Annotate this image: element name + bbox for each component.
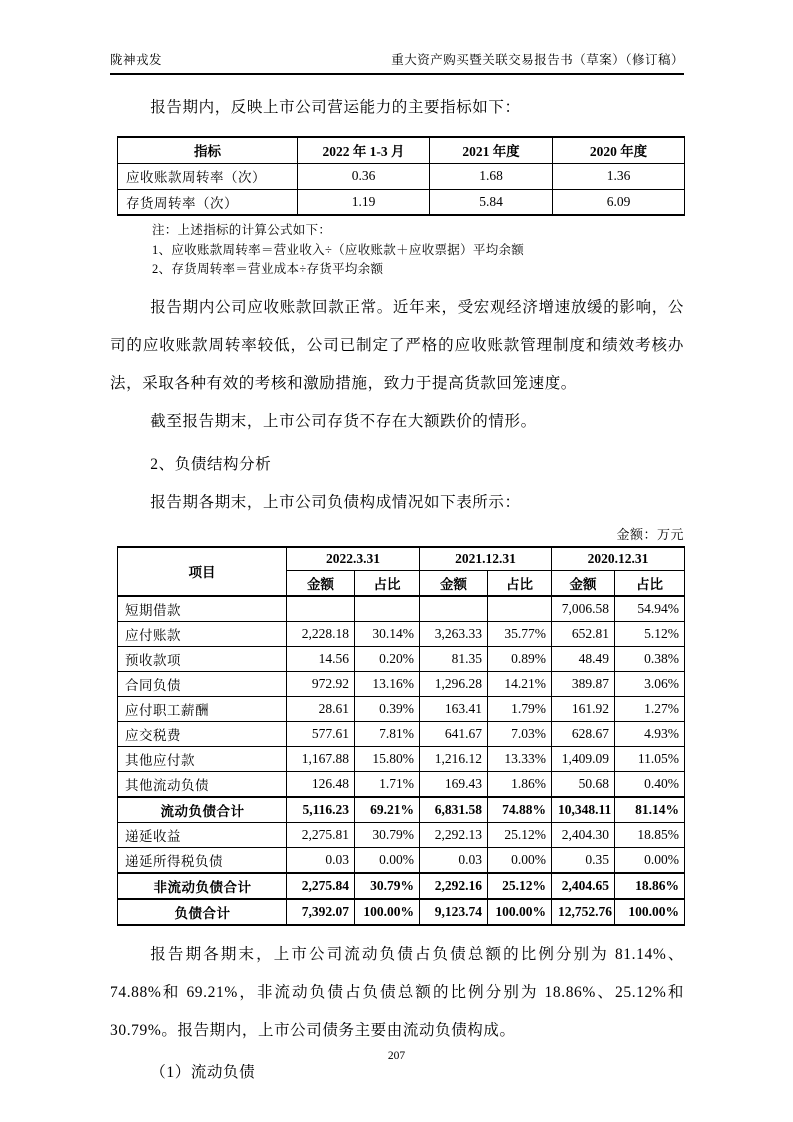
row-value bbox=[420, 596, 488, 622]
row-value: 0.00% bbox=[615, 848, 685, 874]
row-value: 1.79% bbox=[488, 697, 552, 722]
table-total-row bbox=[118, 797, 685, 823]
row-value: 15.80% bbox=[355, 747, 420, 772]
row-value: 74.88% bbox=[488, 797, 552, 823]
page-number: 207 bbox=[387, 1050, 406, 1062]
row-value: 35.77% bbox=[488, 622, 552, 647]
row-value: 2,404.65 bbox=[552, 873, 615, 899]
row-value: 628.67 bbox=[552, 722, 615, 747]
liability-table-period-row bbox=[118, 547, 685, 571]
header-report-title: 重大资产购买暨关联交易报告书（草案）（修订稿） bbox=[391, 53, 684, 67]
row-value: 0.03 bbox=[420, 848, 488, 874]
row-value: 54.94% bbox=[615, 596, 685, 622]
row-label: 应交税费 bbox=[118, 722, 287, 747]
period-header: 2021.12.31 bbox=[420, 547, 552, 571]
row-label: 其他流动负债 bbox=[118, 772, 287, 798]
row-label: 递延收益 bbox=[118, 823, 287, 848]
row-label: 负债合计 bbox=[118, 899, 287, 925]
liability-table-body bbox=[118, 596, 685, 925]
row-value: 1.36 bbox=[553, 163, 685, 189]
table-row bbox=[118, 622, 685, 647]
table-notes bbox=[152, 221, 684, 280]
column-header: 2022 年 1-3 月 bbox=[298, 137, 430, 163]
row-value: 6.09 bbox=[553, 189, 685, 215]
row-label: 存货周转率（次） bbox=[118, 189, 298, 215]
row-value: 28.61 bbox=[287, 697, 355, 722]
row-label: 其他应付款 bbox=[118, 747, 287, 772]
column-header: 2021 年度 bbox=[430, 137, 553, 163]
row-label: 应收账款周转率（次） bbox=[118, 163, 298, 189]
row-value bbox=[287, 596, 355, 622]
table-row bbox=[118, 823, 685, 848]
paragraph-debt-intro: 报告期各期末，上市公司负债构成情况如下表所示： bbox=[150, 493, 521, 511]
row-value: 163.41 bbox=[420, 697, 488, 722]
row-value: 2,275.84 bbox=[287, 873, 355, 899]
subsection-heading-current-liabilities: （1）流动负债 bbox=[150, 1064, 256, 1081]
row-value: 100.00% bbox=[488, 899, 552, 925]
row-value: 2,228.18 bbox=[287, 622, 355, 647]
table-row bbox=[118, 772, 685, 798]
intro-paragraph: 报告期内，反映上市公司营运能力的主要指标如下： bbox=[150, 99, 521, 116]
row-value: 6,831.58 bbox=[420, 797, 488, 823]
period-header: 2020.12.31 bbox=[552, 547, 685, 571]
table-row bbox=[118, 747, 685, 772]
row-value: 13.33% bbox=[488, 747, 552, 772]
row-value: 2,292.13 bbox=[420, 823, 488, 848]
row-value bbox=[488, 596, 552, 622]
row-value: 14.21% bbox=[488, 672, 552, 697]
table-header-row bbox=[118, 137, 685, 163]
row-label: 预收款项 bbox=[118, 647, 287, 672]
row-value: 4.93% bbox=[615, 722, 685, 747]
row-value: 81.14% bbox=[615, 797, 685, 823]
paragraph-inventory: 截至报告期末，上市公司存货不存在大额跌价的情形。 bbox=[150, 412, 537, 430]
table-row bbox=[118, 848, 685, 874]
table-row bbox=[118, 722, 685, 747]
running-header bbox=[110, 50, 684, 75]
row-label: 短期借款 bbox=[118, 596, 287, 622]
row-value: 972.92 bbox=[287, 672, 355, 697]
row-value: 14.56 bbox=[287, 647, 355, 672]
row-value: 0.38% bbox=[615, 647, 685, 672]
row-value: 5,116.23 bbox=[287, 797, 355, 823]
row-value: 0.89% bbox=[488, 647, 552, 672]
row-value: 7.03% bbox=[488, 722, 552, 747]
row-value: 1,296.28 bbox=[420, 672, 488, 697]
row-value: 0.35 bbox=[552, 848, 615, 874]
row-value: 577.61 bbox=[287, 722, 355, 747]
row-value: 12,752.76 bbox=[552, 899, 615, 925]
row-value: 3,263.33 bbox=[420, 622, 488, 647]
row-value: 9,123.74 bbox=[420, 899, 488, 925]
header-company-name: 陇神戎发 bbox=[110, 53, 163, 67]
sub-header-amount: 金额 bbox=[287, 571, 355, 597]
note-line: 2、存货周转率＝营业成本÷存货平均余额 bbox=[152, 262, 384, 276]
column-header: 指标 bbox=[118, 137, 298, 163]
row-value: 5.12% bbox=[615, 622, 685, 647]
table-row bbox=[118, 163, 685, 189]
note-line: 1、应收账款周转率＝营业收入÷（应收账款＋应收票据）平均余额 bbox=[152, 242, 525, 257]
row-value: 0.03 bbox=[287, 848, 355, 874]
row-value: 169.43 bbox=[420, 772, 488, 798]
column-header: 2020 年度 bbox=[553, 137, 685, 163]
section-heading-debt-structure: 2、负债结构分析 bbox=[150, 455, 272, 473]
paragraph-receivables: 报告期内公司应收账款回款正常。近年来，受宏观经济增速放缓的影响，公司的应收账款周转率较低，公司已制定了严格的应收账款管理制度和绩效考核办法，采取各种有效的考核和激励措施，致力于提高货款回笼速度。 bbox=[110, 298, 684, 392]
row-value: 1.19 bbox=[298, 189, 430, 215]
row-value: 0.20% bbox=[355, 647, 420, 672]
row-value bbox=[355, 596, 420, 622]
table-row bbox=[118, 672, 685, 697]
row-value: 30.79% bbox=[355, 823, 420, 848]
row-value: 81.35 bbox=[420, 647, 488, 672]
row-value: 7,392.07 bbox=[287, 899, 355, 925]
row-label: 应付账款 bbox=[118, 622, 287, 647]
sub-header-ratio: 占比 bbox=[615, 571, 685, 597]
row-value: 161.92 bbox=[552, 697, 615, 722]
row-value: 389.87 bbox=[552, 672, 615, 697]
row-value: 0.39% bbox=[355, 697, 420, 722]
row-label: 合同负债 bbox=[118, 672, 287, 697]
row-value: 1,216.12 bbox=[420, 747, 488, 772]
row-value: 25.12% bbox=[488, 873, 552, 899]
row-value: 48.49 bbox=[552, 647, 615, 672]
paragraph-debt-ratio: 报告期各期末，上市公司流动负债占负债总额的比例分别为 81.14%、74.88%和 69.21%，非流动负债占负债总额的比例分别为 18.86%、25.12%和 30.79%。报告期内，上市公司债务主要由流动负债构成。 bbox=[110, 946, 684, 1039]
row-value: 2,292.16 bbox=[420, 873, 488, 899]
row-value: 100.00% bbox=[355, 899, 420, 925]
row-value: 5.84 bbox=[430, 189, 553, 215]
row-value: 126.48 bbox=[287, 772, 355, 798]
row-value: 50.68 bbox=[552, 772, 615, 798]
sub-header-ratio: 占比 bbox=[355, 571, 420, 597]
row-value: 10,348.11 bbox=[552, 797, 615, 823]
table-row bbox=[118, 189, 685, 215]
row-value: 11.05% bbox=[615, 747, 685, 772]
sub-header-ratio: 占比 bbox=[488, 571, 552, 597]
row-value: 1.71% bbox=[355, 772, 420, 798]
unit-label: 金额：万元 bbox=[616, 526, 684, 542]
row-value: 2,404.30 bbox=[552, 823, 615, 848]
table-row bbox=[118, 697, 685, 722]
row-value: 0.00% bbox=[488, 848, 552, 874]
row-value: 652.81 bbox=[552, 622, 615, 647]
row-label: 非流动负债合计 bbox=[118, 873, 287, 899]
column-header-item: 项目 bbox=[118, 547, 287, 597]
row-value: 13.16% bbox=[355, 672, 420, 697]
row-value: 0.36 bbox=[298, 163, 430, 189]
liability-table bbox=[117, 546, 685, 927]
row-label: 流动负债合计 bbox=[118, 797, 287, 823]
table-row bbox=[118, 596, 685, 622]
table-total-row bbox=[118, 899, 685, 925]
row-value: 1.27% bbox=[615, 697, 685, 722]
operating-capacity-table bbox=[117, 136, 685, 216]
row-value: 641.67 bbox=[420, 722, 488, 747]
note-line: 注：上述指标的计算公式如下： bbox=[152, 223, 332, 237]
row-value: 25.12% bbox=[488, 823, 552, 848]
row-label: 递延所得税负债 bbox=[118, 848, 287, 874]
row-value: 2,275.81 bbox=[287, 823, 355, 848]
row-value: 1,167.88 bbox=[287, 747, 355, 772]
row-value: 0.40% bbox=[615, 772, 685, 798]
row-value: 30.14% bbox=[355, 622, 420, 647]
table-total-row bbox=[118, 873, 685, 899]
row-value: 69.21% bbox=[355, 797, 420, 823]
row-value: 18.85% bbox=[615, 823, 685, 848]
row-value: 7,006.58 bbox=[552, 596, 615, 622]
row-value: 7.81% bbox=[355, 722, 420, 747]
period-header: 2022.3.31 bbox=[287, 547, 420, 571]
row-value: 1,409.09 bbox=[552, 747, 615, 772]
row-value: 18.86% bbox=[615, 873, 685, 899]
row-value: 30.79% bbox=[355, 873, 420, 899]
row-value: 100.00% bbox=[615, 899, 685, 925]
row-label: 应付职工薪酬 bbox=[118, 697, 287, 722]
row-value: 1.86% bbox=[488, 772, 552, 798]
row-value: 3.06% bbox=[615, 672, 685, 697]
row-value: 1.68 bbox=[430, 163, 553, 189]
sub-header-amount: 金额 bbox=[420, 571, 488, 597]
table-row bbox=[118, 647, 685, 672]
row-value: 0.00% bbox=[355, 848, 420, 874]
sub-header-amount: 金额 bbox=[552, 571, 615, 597]
